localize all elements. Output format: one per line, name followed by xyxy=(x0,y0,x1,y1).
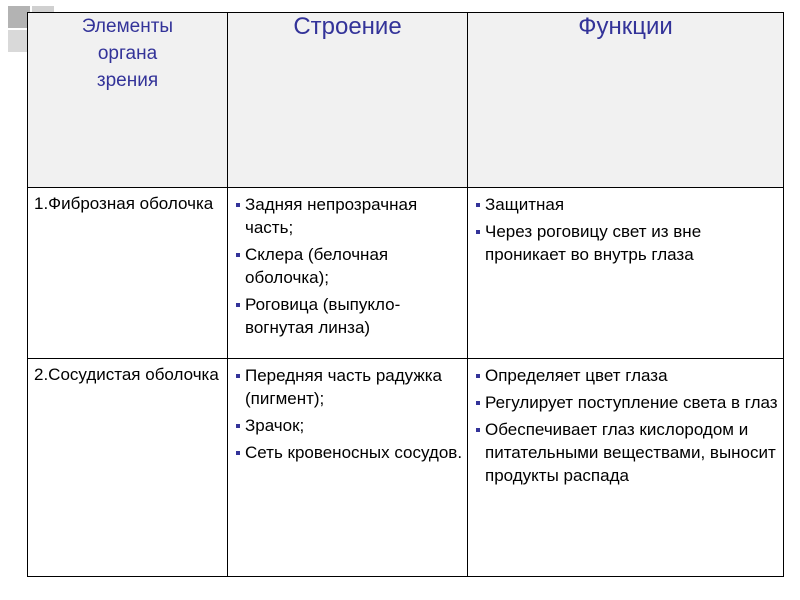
eye-structure-table xyxy=(27,12,784,577)
list-item: Зрачок; xyxy=(236,414,463,437)
list-item: Защитная xyxy=(476,193,779,216)
list-item: Определяет цвет глаза xyxy=(476,364,779,387)
bullet-icon xyxy=(476,428,480,432)
table-row xyxy=(28,359,784,577)
bullet-icon xyxy=(236,203,240,207)
row-structure-cell xyxy=(228,359,468,577)
row-structure-cell xyxy=(228,188,468,359)
table-header-row xyxy=(28,13,784,188)
bullet-icon xyxy=(236,374,240,378)
bullet-icon xyxy=(236,424,240,428)
functions-list xyxy=(468,359,783,487)
row-functions-cell xyxy=(468,359,784,577)
bullet-icon xyxy=(236,303,240,307)
bullet-icon xyxy=(476,230,480,234)
bullet-icon xyxy=(476,401,480,405)
bullet-icon xyxy=(476,203,480,207)
header-functions-label: Функции xyxy=(578,13,673,40)
list-item: Склера (белочная оболочка); xyxy=(236,243,463,289)
functions-list xyxy=(468,188,783,266)
list-item: Обеспечивает глаз кислородом и питательными веществами, выносит продукты распада xyxy=(476,418,779,487)
bullet-icon xyxy=(236,253,240,257)
row-element-cell xyxy=(28,188,228,359)
row-element-label: 1.Фиброзная оболочка xyxy=(34,194,214,213)
list-item: Передняя часть радужка (пигмент); xyxy=(236,364,463,410)
row-element-cell xyxy=(28,359,228,577)
bullet-icon xyxy=(476,374,480,378)
list-item: Задняя непрозрачная часть; xyxy=(236,193,463,239)
row-element-label: 2.Сосудистая оболочка xyxy=(34,365,219,384)
list-item: Регулирует поступление света в глаз xyxy=(476,391,779,414)
list-item: Сеть кровеносных сосудов. xyxy=(236,441,463,464)
list-item: Роговица (выпукло-вогнутая линза) xyxy=(236,293,463,339)
bullet-icon xyxy=(236,451,240,455)
header-cell-structure xyxy=(228,13,468,188)
list-item: Через роговицу свет из вне проникает во внутрь глаза xyxy=(476,220,779,266)
header-structure-label: Строение xyxy=(293,13,402,40)
header-elements-label: Элементы органа зрения xyxy=(81,16,174,91)
row-functions-cell xyxy=(468,188,784,359)
header-cell-functions xyxy=(468,13,784,188)
structure-list xyxy=(228,359,467,464)
structure-list xyxy=(228,188,467,339)
table-row xyxy=(28,188,784,359)
header-cell-elements xyxy=(28,13,228,188)
